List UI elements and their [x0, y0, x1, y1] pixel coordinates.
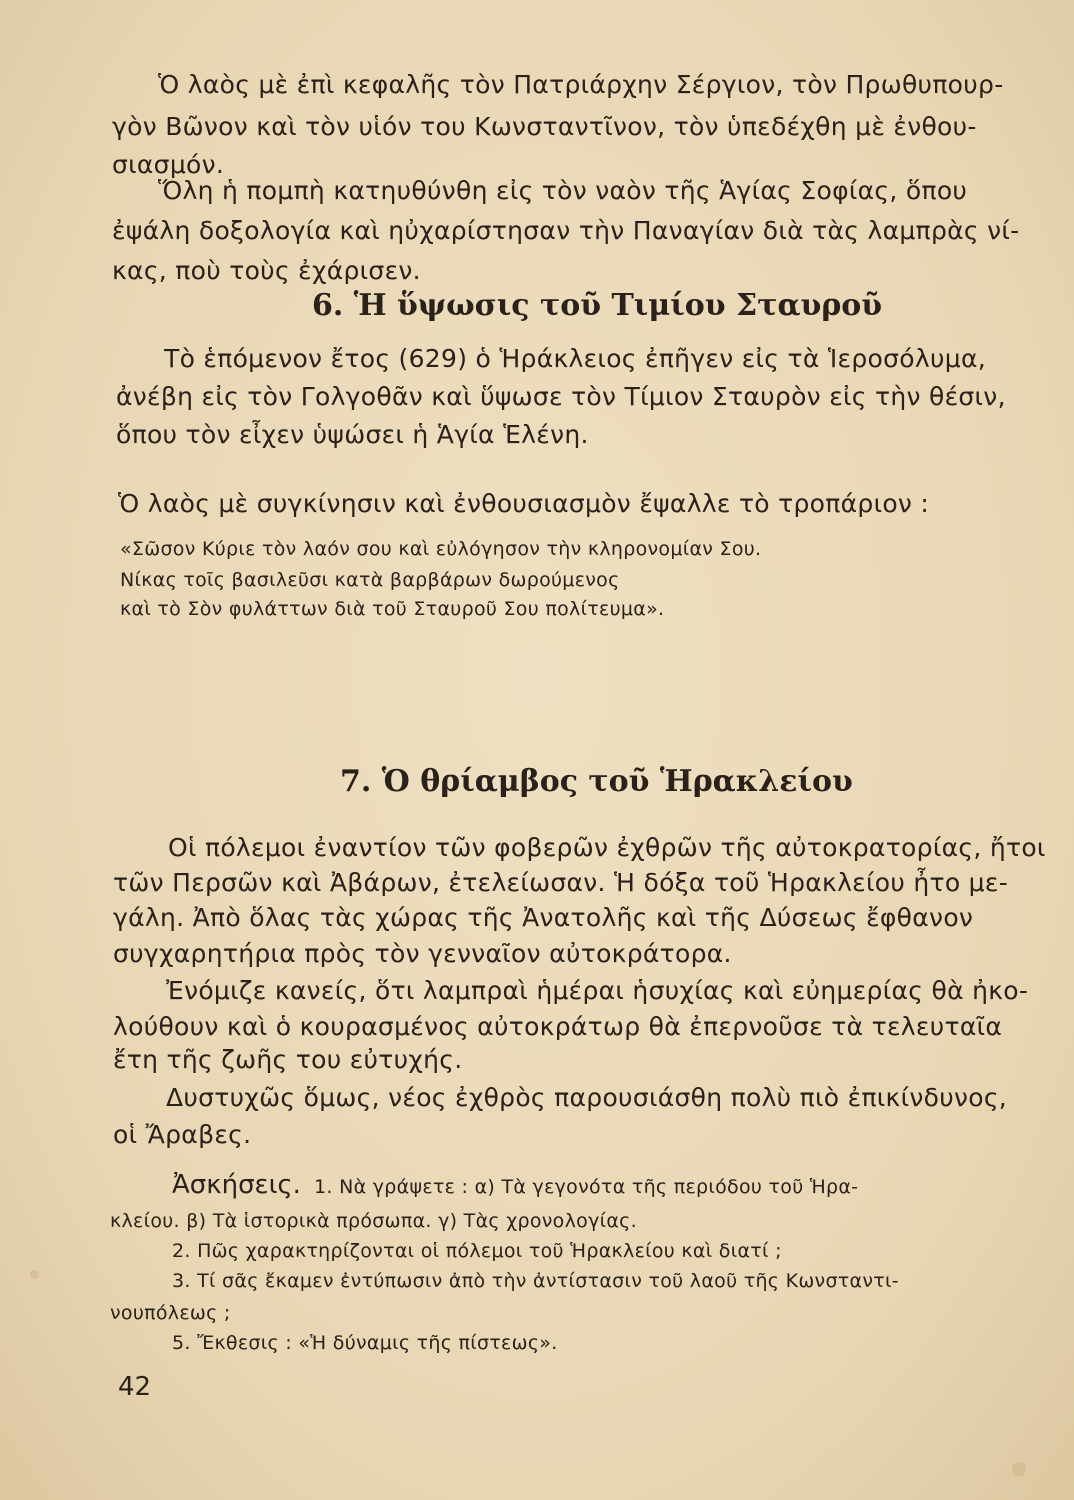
exercise-line: 5. Ἔκθεσις : «Ἡ δύναμις τῆς πίστεως».	[172, 1332, 558, 1354]
hymn-line: καὶ τὸ Σὸν φυλάττων διὰ τοῦ Σταυροῦ Σου πολίτευμα».	[120, 598, 665, 620]
section-7-line: γάλη. Ἀπὸ ὅλας τὰς χώρας τῆς Ἀνατολῆς καὶ τῆς Δύσεως ἔφθανον	[113, 903, 974, 932]
intro-line: σιασμόν.	[112, 150, 225, 179]
page-number: 42	[118, 1372, 152, 1402]
section-6-line: ὅπου τὸν εἶχεν ὑψώσει ἡ Ἁγία Ἑλένη.	[116, 420, 589, 449]
section-6-line: Ὁ λαὸς μὲ συγκίνησιν καὶ ἐνθουσιασμὸν ἔψαλλε τὸ τροπάριον :	[118, 489, 930, 518]
intro-line: Ὅλη ἡ πομπὴ κατηυθύνθη εἰς τὸν ναὸν τῆς Ἁγίας Σοφίας, ὅπου	[158, 176, 968, 205]
paper-stain	[30, 1270, 39, 1279]
intro-line: ἐψάλη δοξολογία καὶ ηὐχαρίστησαν τὴν Παναγίαν διὰ τὰς λαμπρὰς νί-	[112, 216, 1020, 245]
hymn-line: «Σῶσον Κύριε τὸν λαόν σου καὶ εὐλόγησον τὴν κληρονομίαν Σου.	[120, 538, 762, 560]
section-7-line: Οἱ πόλεμοι ἐναντίον τῶν φοβερῶν ἐχθρῶν τῆς αὐτοκρατορίας, ἤτοι	[168, 833, 1046, 862]
exercises-title: Ἀσκήσεις.	[172, 1170, 301, 1200]
section-7-line: τῶν Περσῶν καὶ Ἀβάρων, ἐτελείωσαν. Ἡ δόξα τοῦ Ἡρακλείου ἦτο με-	[113, 868, 1009, 897]
exercise-line: 3. Τί σᾶς ἔκαμεν ἐντύπωσιν ἀπὸ τὴν ἀντίστασιν τοῦ λαοῦ τῆς Κωνσταντι-	[172, 1270, 899, 1292]
exercise-line: νουπόλεως ;	[110, 1302, 231, 1324]
section-7-heading: 7. Ὁ θρίαμβος τοῦ Ἡρακλείου	[340, 764, 853, 799]
section-7-line: οἱ Ἄραβες.	[113, 1120, 252, 1149]
exercise-line: 2. Πῶς χαρακτηρίζονται οἱ πόλεμοι τοῦ Ἡρακλείου καὶ διατί ;	[172, 1240, 782, 1262]
exercises-first-line	[172, 1170, 858, 1200]
section-7-line: Ἐνόμιζε κανείς, ὅτι λαμπραὶ ἡμέραι ἡσυχίας καὶ εὐημερίας θὰ ἠκο-	[166, 976, 1029, 1005]
section-7-line: συγχαρητήρια πρὸς τὸν γενναῖον αὐτοκράτορα.	[113, 939, 732, 968]
section-6-line: ἀνέβη εἰς τὸν Γολγοθᾶν καὶ ὕψωσε τὸν Τίμιον Σταυρὸν εἰς τὴν θέσιν,	[116, 382, 1006, 411]
intro-line: κας, ποὺ τοὺς ἐχάρισεν.	[112, 256, 421, 285]
exercise-line: κλείου. β) Τὰ ἱστορικὰ πρόσωπα. γ) Τὰς χρονολογίας.	[110, 1210, 637, 1232]
exercise-1-start: 1. Νὰ γράψετε : α) Τὰ γεγονότα τῆς περιόδου τοῦ Ἡρα-	[314, 1176, 859, 1198]
section-6-line: Τὸ ἑπόμενον ἔτος (629) ὁ Ἡράκλειος ἐπῆγεν εἰς τὰ Ἱεροσόλυμα,	[164, 344, 986, 373]
paper-stain	[1012, 1462, 1026, 1476]
section-7-line: λούθουν καὶ ὁ κουρασμένος αὐτοκράτωρ θὰ ἐπερνοῦσε τὰ τελευταῖα	[113, 1012, 1003, 1041]
section-7-line: Δυστυχῶς ὅμως, νέος ἐχθρὸς παρουσιάσθη πολὺ πιὸ ἐπικίνδυνος,	[166, 1083, 1008, 1112]
intro-line: γὸν Βῶνον καὶ τὸν υἱόν του Κωνσταντῖνον, τὸν ὑπεδέχθη μὲ ἐνθου-	[112, 112, 977, 141]
section-6-heading: 6. Ἡ ὕψωσις τοῦ Τιμίου Σταυροῦ	[312, 288, 883, 323]
section-7-line: ἔτη τῆς ζωῆς του εὐτυχής.	[113, 1045, 463, 1074]
intro-line: Ὁ λαὸς μὲ ἐπὶ κεφαλῆς τὸν Πατριάρχην Σέργιον, τὸν Πρωθυπουρ-	[158, 70, 1004, 99]
hymn-line: Νίκας τοῖς βασιλεῦσι κατὰ βαρβάρων δωρούμενος	[120, 569, 620, 591]
